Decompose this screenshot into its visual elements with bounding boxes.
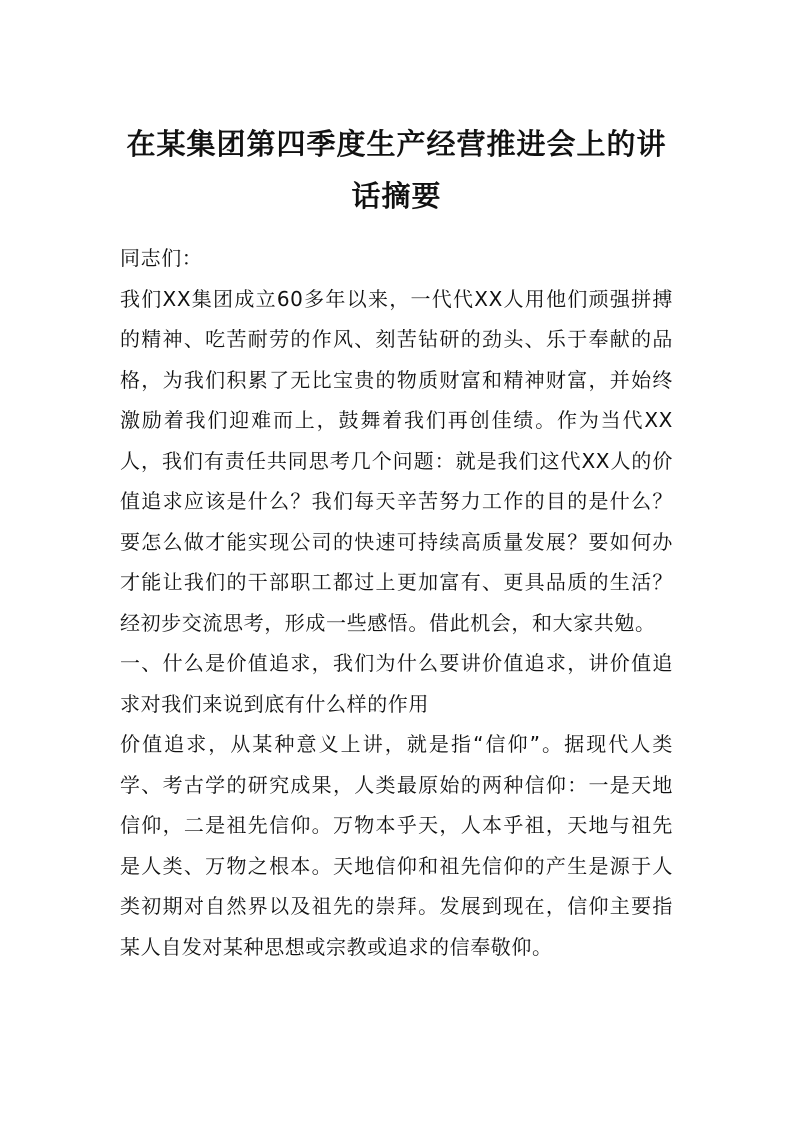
salutation: 同志们： bbox=[120, 246, 203, 270]
document-body bbox=[120, 238, 673, 967]
document-title: 在某集团第四季度生产经营推进会上的讲话摘要 bbox=[126, 127, 667, 213]
paragraph-value-pursuit: 价值追求，从某种意义上讲，就是指“信仰”。据现代人类学、考古学的研究成果，人类最原始的两种信仰：一是天地信仰，二是祖先信仰。万物本乎天，人本乎祖，天地与祖先是人类、万物之根本。天地信仰和祖先信仰的产生是源于人类初期对自然界以及祖先的崇拜。发展到现在，信仰主要指某人自发对某种思想或宗教或追求的信奉敬仰。 bbox=[120, 732, 673, 959]
section-heading-1: 一、什么是价值追求，我们为什么要讲价值追求，讲价值追求对我们来说到底有什么样的作用 bbox=[120, 651, 673, 716]
paragraph-intro: 我们XX集团成立60多年以来，一代代XX人用他们顽强拼搏的精神、吃苦耐劳的作风、刻苦钻研的劲头、乐于奉献的品格，为我们积累了无比宝贵的物质财富和精神财富，并始终激励着我们迎难而上，鼓舞着我们再创佳绩。作为当代XX人，我们有责任共同思考几个问题：就是我们这代XX人的价值追求应该是什么？我们每天辛苦努力工作的目的是什么？要怎么做才能实现公司的快速可持续高质量发展？要如何办才能让我们的干部职工都过上更加富有、更具品质的生活？经初步交流思考，形成一些感悟。借此机会，和大家共勉。 bbox=[120, 286, 673, 635]
